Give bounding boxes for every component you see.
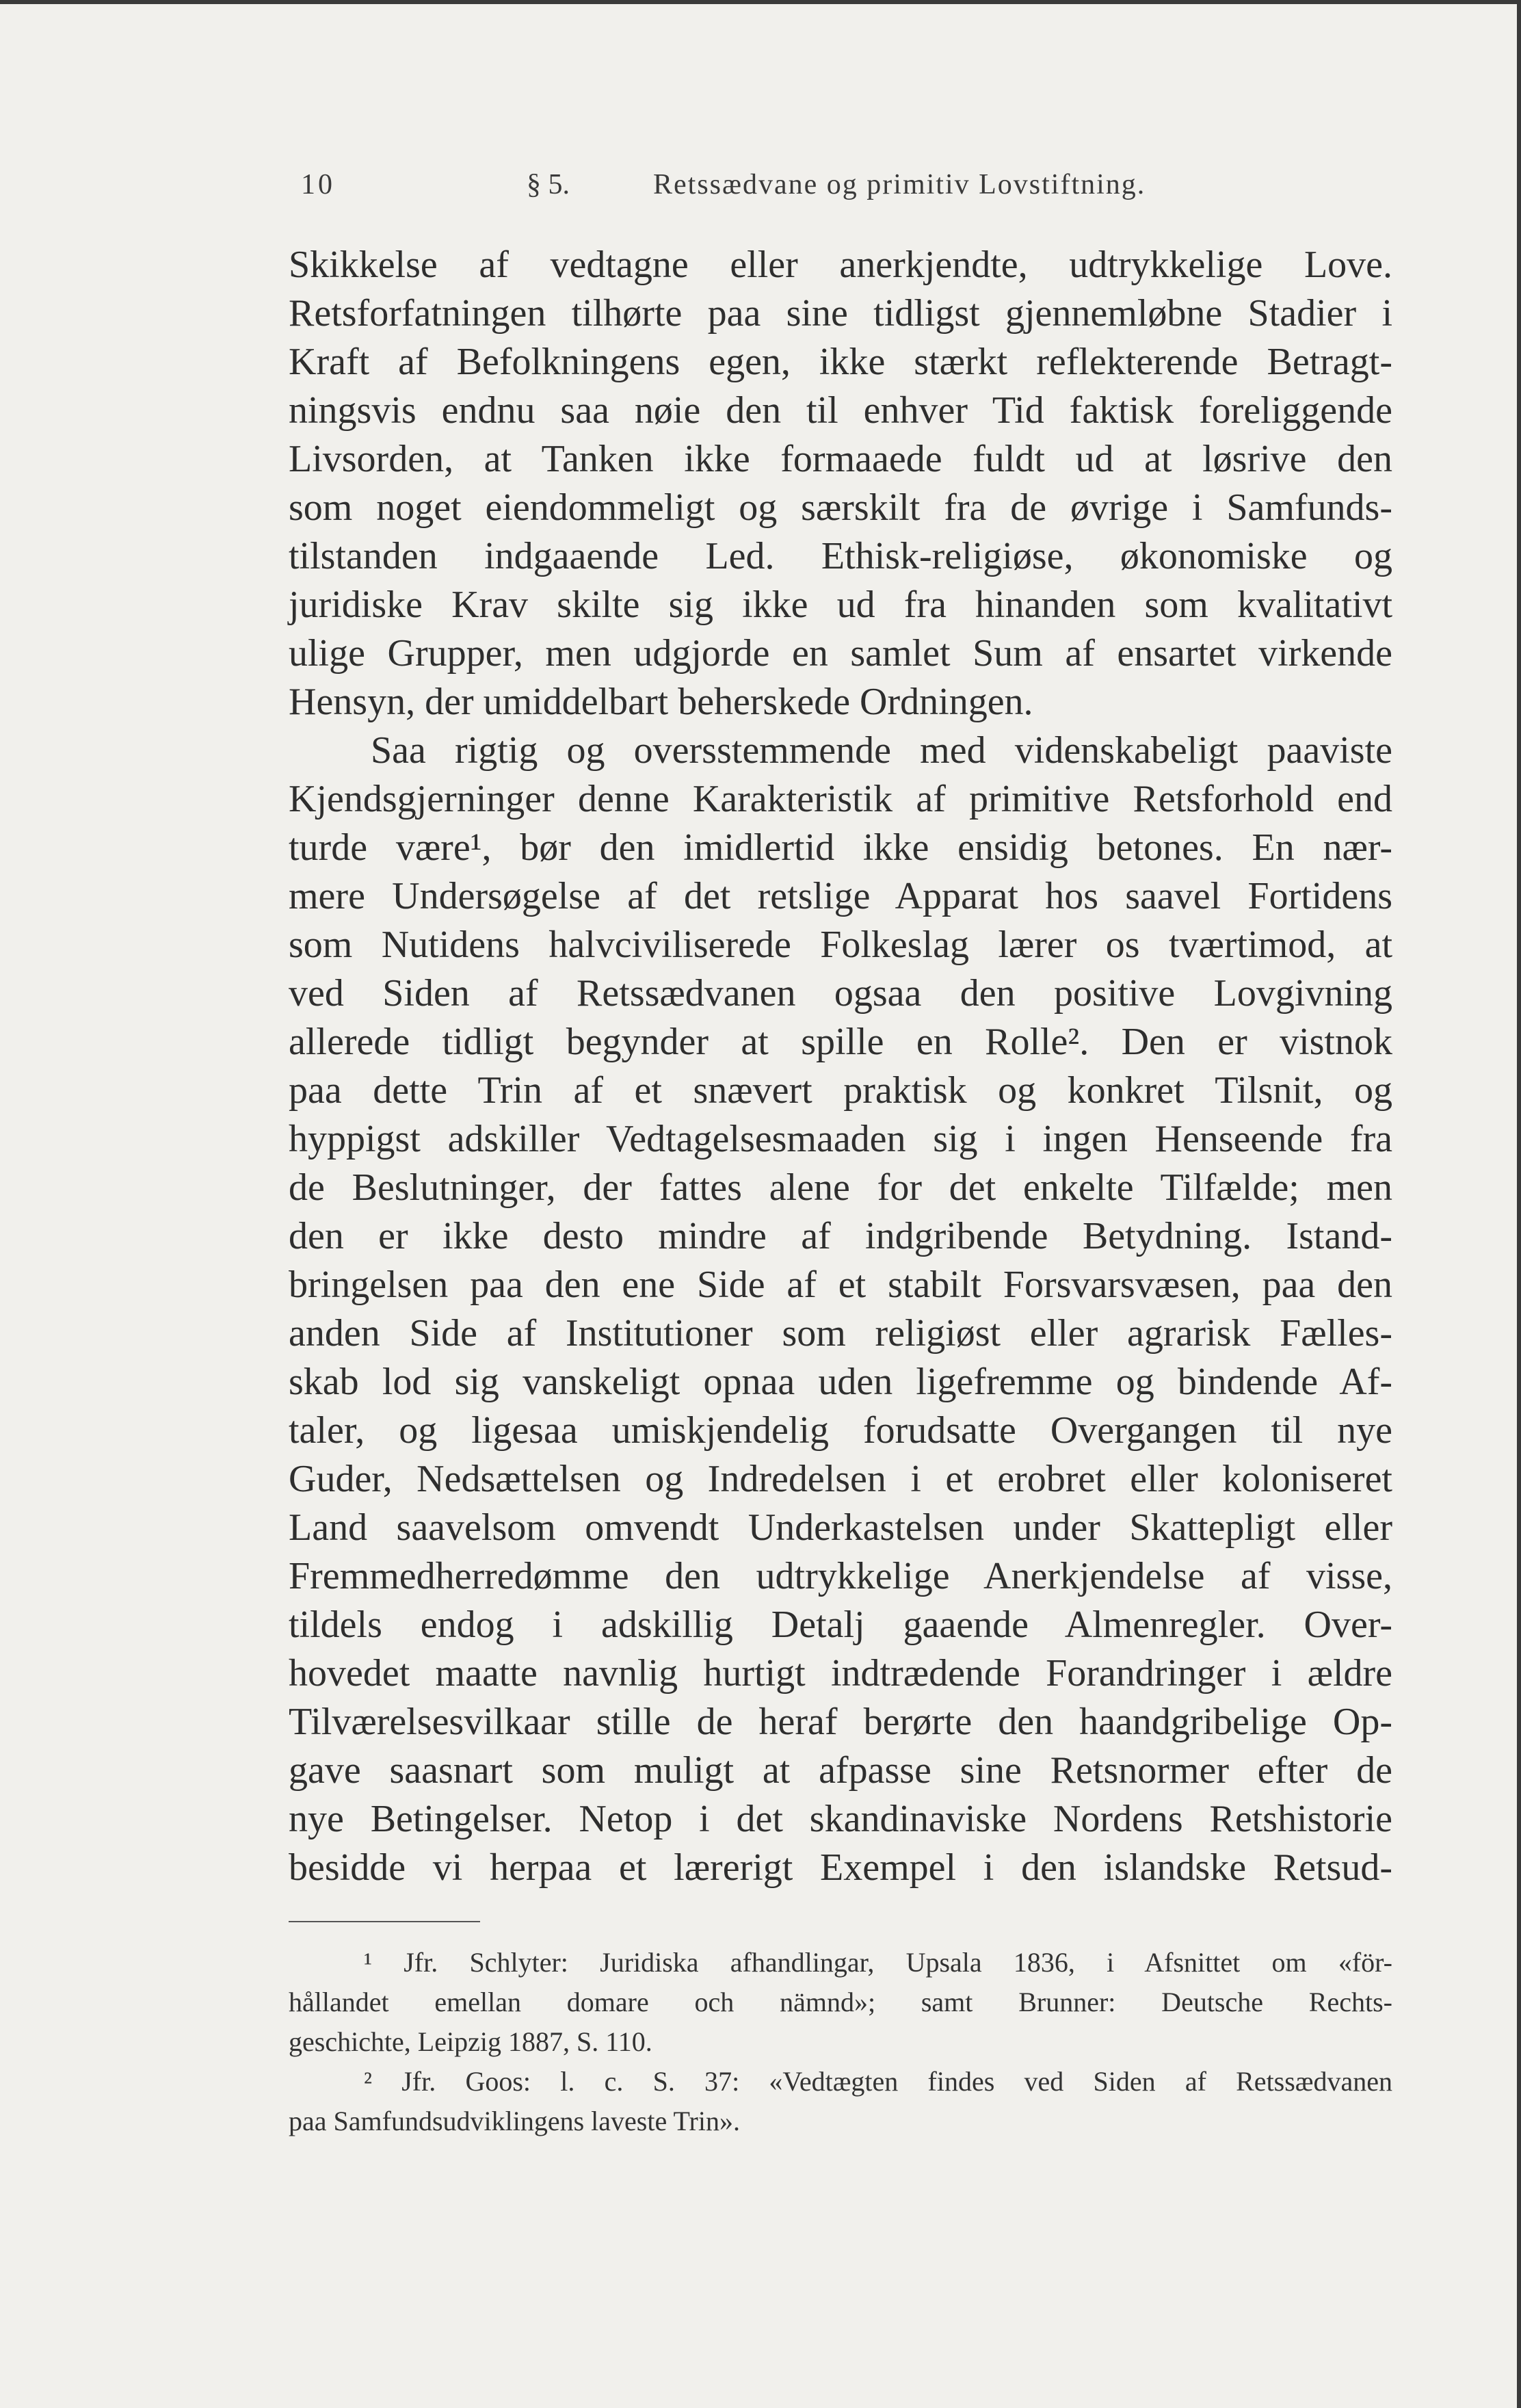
text-line: ningsvis endnu saa nøie den til enhver Tid faktisk foreliggende — [289, 389, 1392, 432]
footnote-line: geschichte, Leipzig 1887, S. 110. — [289, 2026, 652, 2057]
section-number: § 5. — [527, 169, 570, 200]
text-line: som Nutidens halvciviliserede Folkeslag lærer os tværtimod, at — [289, 924, 1392, 966]
text-line: Tilværelsesvilkaar stille de heraf berørte den haandgribelige Op- — [289, 1701, 1392, 1743]
text-line: nye Betingelser. Netop i det skandinaviske Nordens Retshistorie — [289, 1798, 1392, 1840]
text-line: gave saasnart som muligt at afpasse sine Retsnormer efter de — [289, 1749, 1392, 1792]
text-line: den er ikke desto mindre af indgribende Betydning. Istand- — [289, 1215, 1392, 1257]
text-line: Fremmedherredømme den udtrykkelige Anerkjendelse af visse, — [289, 1555, 1392, 1597]
page-number: 10 — [301, 169, 335, 200]
text-line: mere Undersøgelse af det retslige Apparat hos saavel Fortidens — [289, 875, 1392, 917]
text-line: paa dette Trin af et snævert praktisk og konkret Tilsnit, og — [289, 1069, 1392, 1112]
text-line: hyppigst adskiller Vedtagelsesmaaden sig i ingen Henseende fra — [289, 1118, 1392, 1160]
footnote-line: ¹ Jfr. Schlyter: Juridiska afhandlingar, Upsala 1836, i Afsnittet om «för- — [364, 1947, 1392, 1978]
text-line: skab lod sig vanskeligt opnaa uden ligefremme og bindende Af- — [289, 1361, 1392, 1403]
text-line: anden Side af Institutioner som religiøst eller agrarisk Fælles- — [289, 1312, 1392, 1354]
text-line: taler, og ligesaa umiskjendelig forudsatte Overgangen til nye — [289, 1409, 1392, 1452]
text-line: juridiske Krav skilte sig ikke ud fra hinanden som kvalitativt — [289, 584, 1392, 626]
text-line: tildels endog i adskillig Detalj gaaende Almenregler. Over- — [289, 1604, 1392, 1646]
text-line: besidde vi herpaa et lærerigt Exempel i den islandske Retsud- — [289, 1846, 1392, 1889]
footnote-line: hållandet emellan domare och nämnd»; samt Brunner: Deutsche Rechts- — [289, 1987, 1392, 2017]
footnotes — [289, 1943, 1392, 2141]
text-line: som noget eiendommeligt og særskilt fra de øvrige i Samfunds- — [289, 486, 1392, 529]
text-line: tilstanden indgaaende Led. Ethisk-religiøse, økonomiske og — [289, 535, 1392, 577]
running-title: Retssædvane og primitiv Lovstiftning. — [653, 169, 1146, 200]
text-line: Kjendsgjerninger denne Karakteristik af primitive Retsforhold end — [289, 778, 1392, 820]
text-line: ulige Grupper, men udgjorde en samlet Sum af ensartet virkende — [289, 632, 1392, 675]
text-line: Retsforfatningen tilhørte paa sine tidligst gjennemløbne Stadier i — [289, 292, 1392, 335]
text-line: de Beslutninger, der fattes alene for det enkelte Tilfælde; men — [289, 1166, 1392, 1209]
page-right-edge — [1517, 0, 1521, 2408]
text-line: turde være¹, bør den imidlertid ikke ensidig betones. En nær- — [289, 826, 1392, 869]
text-line: Livsorden, at Tanken ikke formaaede fuldt ud at løsrive den — [289, 438, 1392, 480]
footnote-line: paa Samfundsudviklingens laveste Trin». — [289, 2106, 740, 2136]
text-line: ved Siden af Retssædvanen ogsaa den positive Lovgivning — [289, 972, 1392, 1015]
text-line: Guder, Nedsættelsen og Indredelsen i et erobret eller koloniseret — [289, 1458, 1392, 1500]
text-line: Hensyn, der umiddelbart beherskede Ordningen. — [289, 681, 1033, 723]
footnote-divider — [289, 1921, 480, 1922]
text-line: Land saavelsom omvendt Underkastelsen under Skattepligt eller — [289, 1506, 1392, 1549]
body-text — [289, 241, 1392, 1892]
text-line: bringelsen paa den ene Side af et stabilt Forsvarsvæsen, paa den — [289, 1264, 1392, 1306]
page-top-edge — [0, 0, 1521, 4]
text-line: Saa rigtig og oversstemmende med videnskabeligt paaviste — [371, 729, 1392, 772]
footnote-line: ² Jfr. Goos: l. c. S. 37: «Vedtægten findes ved Siden af Retssædvanen — [364, 2066, 1392, 2097]
running-header — [301, 168, 1258, 209]
text-line: Skikkelse af vedtagne eller anerkjendte, udtrykkelige Love. — [289, 244, 1392, 286]
text-line: Kraft af Befolkningens egen, ikke stærkt reflekterende Betragt- — [289, 341, 1392, 383]
text-line: allerede tidligt begynder at spille en Rolle². Den er vistnok — [289, 1021, 1392, 1063]
text-line: hovedet maatte navnlig hurtigt indtrædende Forandringer i ældre — [289, 1652, 1392, 1694]
